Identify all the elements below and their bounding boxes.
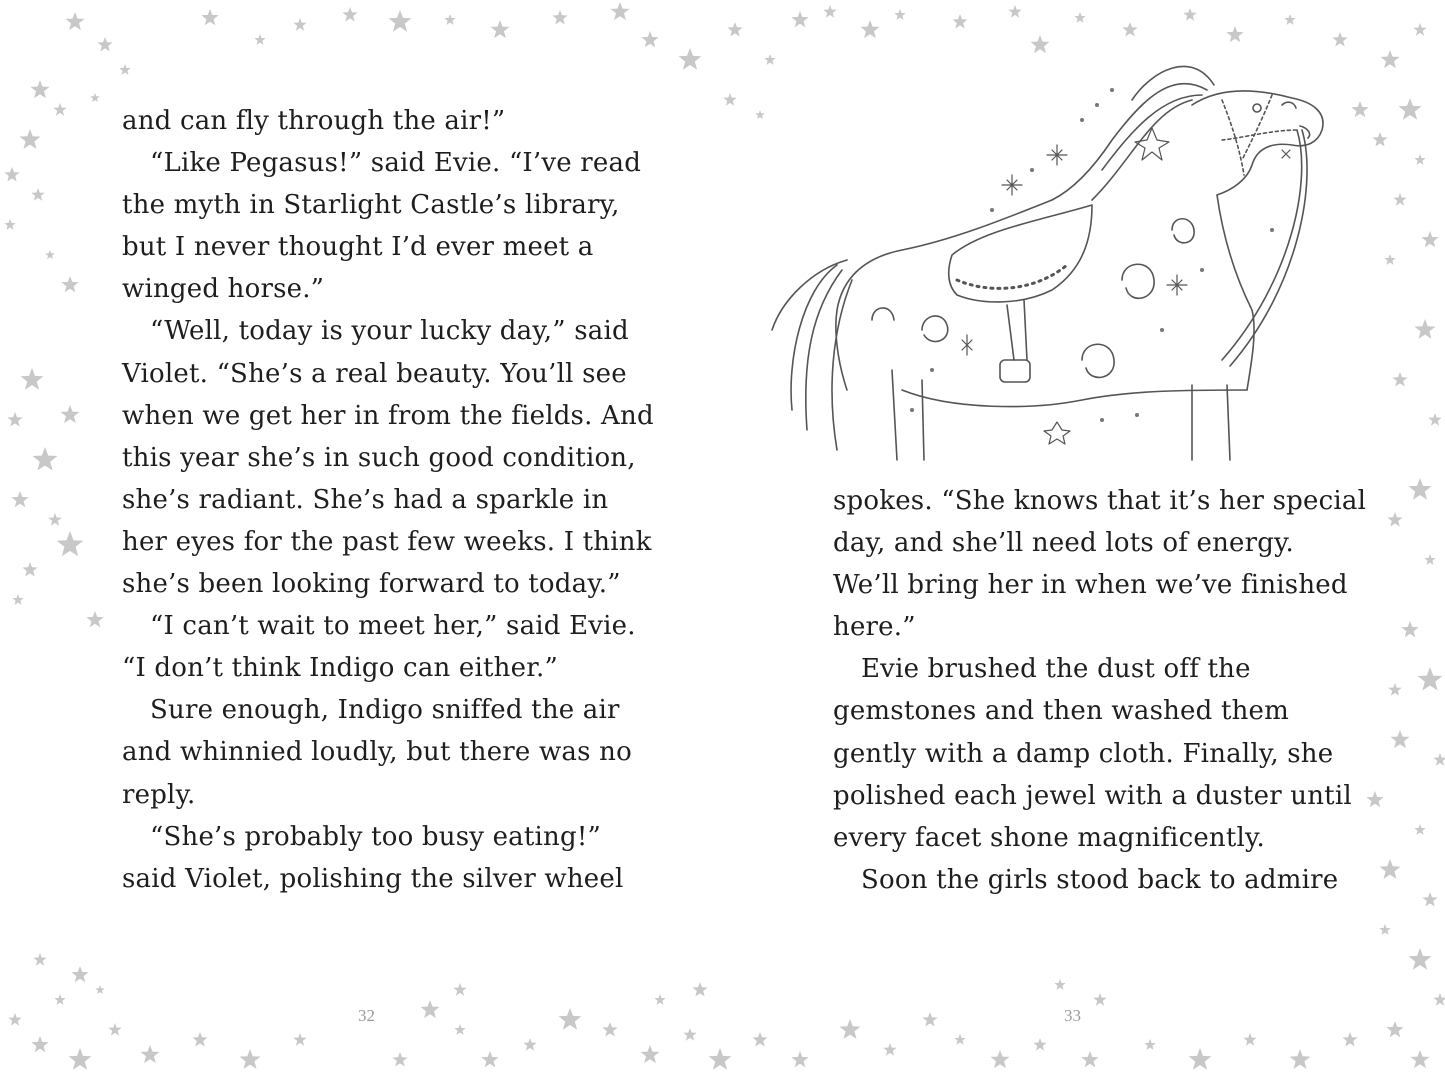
text-line: she’s radiant. She’s had a sparkle in: [122, 484, 609, 515]
text-line: the myth in Starlight Castle’s library,: [122, 190, 620, 221]
text-line: day, and she’ll need lots of energy.: [833, 528, 1294, 559]
text-line: We’ll bring her in when we’ve finished: [833, 570, 1348, 601]
page-number-right: 33: [1064, 1006, 1081, 1025]
text-line: Sure enough, Indigo sniffed the air: [150, 695, 620, 726]
left-page: [0, 0, 722, 1075]
text-line: said Violet, polishing the silver wheel: [122, 863, 624, 894]
right-page-text: [833, 480, 1367, 901]
text-line: reply.: [122, 779, 196, 810]
text-line: here.”: [833, 612, 916, 643]
right-page: [722, 0, 1445, 1075]
text-line: winged horse.”: [122, 274, 325, 305]
bridle: [1222, 95, 1297, 175]
mane: [1052, 66, 1214, 200]
text-line: Violet. “She’s a real beauty. You’ll see: [122, 358, 627, 389]
winged-horse-illustration: [752, 30, 1372, 475]
horse-head: [1192, 91, 1323, 195]
text-line: “I can’t wait to meet her,” said Evie.: [150, 611, 636, 642]
text-line: Evie brushed the dust off the: [861, 654, 1251, 685]
text-line: every facet shone magnificently.: [833, 822, 1265, 853]
text-line: Soon the girls stood back to admire: [861, 864, 1339, 895]
left-page-text: [122, 100, 654, 900]
tail: [772, 260, 852, 450]
text-line: and can fly through the air!”: [122, 106, 506, 136]
text-line: spokes. “She knows that it’s her special: [833, 486, 1367, 516]
text-line: gemstones and then washed them: [833, 696, 1289, 727]
text-line: she’s been looking forward to today.”: [122, 569, 621, 600]
text-line: her eyes for the past few weeks. I think: [122, 526, 652, 557]
text-line: polished each jewel with a duster until: [833, 780, 1352, 811]
text-line: and whinnied loudly, but there was no: [122, 737, 632, 768]
text-line: gently with a damp cloth. Finally, she: [833, 738, 1334, 769]
text-line: when we get her in from the fields. And: [122, 400, 654, 431]
text-line: “Like Pegasus!” said Evie. “I’ve read: [150, 148, 642, 179]
text-line: “I don’t think Indigo can either.”: [122, 653, 558, 684]
text-line: “Well, today is your lucky day,” said: [150, 316, 629, 347]
text-line: “She’s probably too busy eating!”: [150, 821, 601, 852]
text-line: but I never thought I’d ever meet a: [122, 232, 594, 263]
page-number-left: 32: [358, 1006, 375, 1025]
legs: [892, 370, 1230, 460]
text-line: this year she’s in such good condition,: [122, 442, 636, 473]
